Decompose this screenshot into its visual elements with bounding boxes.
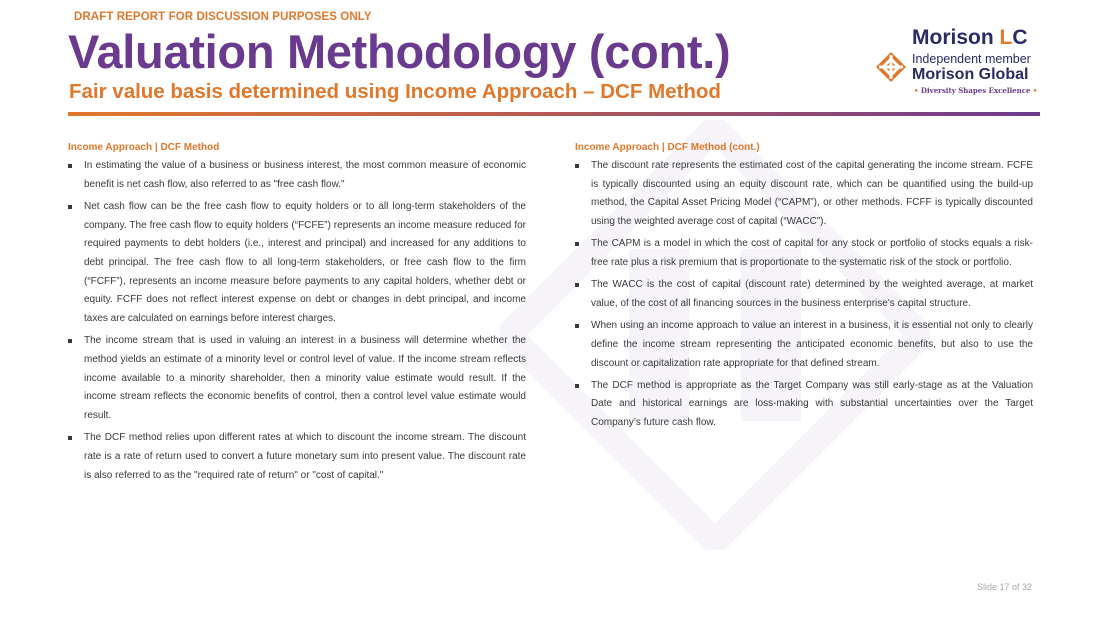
- right-bullet-list: [575, 157, 1033, 433]
- bullet-icon: [68, 339, 72, 343]
- morison-diamond-icon: [876, 52, 906, 82]
- logo-member-text: Independent member: [912, 52, 1031, 66]
- list-item: The DCF method relies upon different rates at which to discount the income stream. The discount rate is a rate of return used to convert a future monetary sum into present value. The discount rate is also referred to as the "required rate of return" or "cost of capital.": [68, 429, 526, 485]
- right-column-heading: Income Approach | DCF Method (cont.): [575, 142, 760, 153]
- list-item: The CAPM is a model in which the cost of capital for any stock or portfolio of stocks equals a risk-free rate plus a risk premium that is proportionate to the systematic risk of the stock or portfolio.: [575, 235, 1033, 272]
- header-divider: [68, 112, 1040, 116]
- company-logo: [876, 26, 1046, 98]
- bullet-icon: [68, 436, 72, 440]
- bullet-icon: [575, 324, 579, 328]
- logo-tagline: • Diversity Shapes Excellence •: [914, 86, 1038, 95]
- logo-network-name: Morison Global: [912, 66, 1029, 83]
- right-column: [575, 142, 1033, 436]
- logo-wordmark: Morison LC: [912, 26, 1028, 49]
- bullet-icon: [68, 205, 72, 209]
- page-subtitle: Fair value basis determined using Income Approach – DCF Method: [69, 80, 721, 103]
- bullet-icon: [68, 164, 72, 168]
- list-item: When using an income approach to value an interest in a business, it is essential not only to clearly define the income stream representing the anticipated economic benefits, but also to use the discount or capitalization rate appropriate for that defined stream.: [575, 317, 1033, 373]
- list-item: The discount rate represents the estimated cost of the capital generating the income stream. FCFE is typically discounted using an equity discount rate, which can be quantified using the build-up method, the Capital Asset Pricing Model (“CAPM”), or other methods. FCFF is typically discounted using the weighted average cost of capital (“WACC”).: [575, 157, 1033, 232]
- bullet-icon: [575, 384, 579, 388]
- list-item: In estimating the value of a business or business interest, the most common measure of economic benefit is net cash flow, also referred to as "free cash flow.": [68, 157, 526, 194]
- slide-number: Slide 17 of 32: [976, 582, 1032, 592]
- bullet-icon: [575, 242, 579, 246]
- bullet-icon: [575, 283, 579, 287]
- bullet-icon: [575, 164, 579, 168]
- list-item: The income stream that is used in valuing an interest in a business will determine whether the method yields an estimate of a minority level or control level of value. If the income stream reflects income available to a minority shareholder, then a minority value estimate would result. If the income stream reflects the economic benefits of control, then a control level value estimate would result.: [68, 332, 526, 426]
- list-item: The WACC is the cost of capital (discount rate) determined by the weighted average, at market value, of the cost of all financing sources in the business enterprise's capital structure.: [575, 276, 1033, 313]
- list-item: The DCF method is appropriate as the Target Company was still early-stage as at the Valuation Date and historical earnings are loss-making with substantial uncertainties over the Target Company’s future cash flow.: [575, 377, 1033, 433]
- left-bullet-list: [68, 157, 526, 485]
- page-title: Valuation Methodology (cont.): [68, 25, 731, 78]
- draft-label: DRAFT REPORT FOR DISCUSSION PURPOSES ONLY: [74, 11, 372, 23]
- left-column: [68, 142, 526, 489]
- left-column-heading: Income Approach | DCF Method: [68, 142, 220, 153]
- list-item: Net cash flow can be the free cash flow to equity holders or to all long-term stakeholders of the company. The free cash flow to equity holders (“FCFE”) represents an income measure reduced for required payments to debt holders (i.e., interest and principal) and increased for any additions to debt principal. The free cash flow to all long-term stakeholders, or free cash flow to the firm (“FCFF”), represents an income measure before payments to any capital holders, whether debt or equity. FCFF does not reflect interest expense on debt or changes in debt principal, and income taxes are calculated on earnings before interest charges.: [68, 198, 526, 329]
